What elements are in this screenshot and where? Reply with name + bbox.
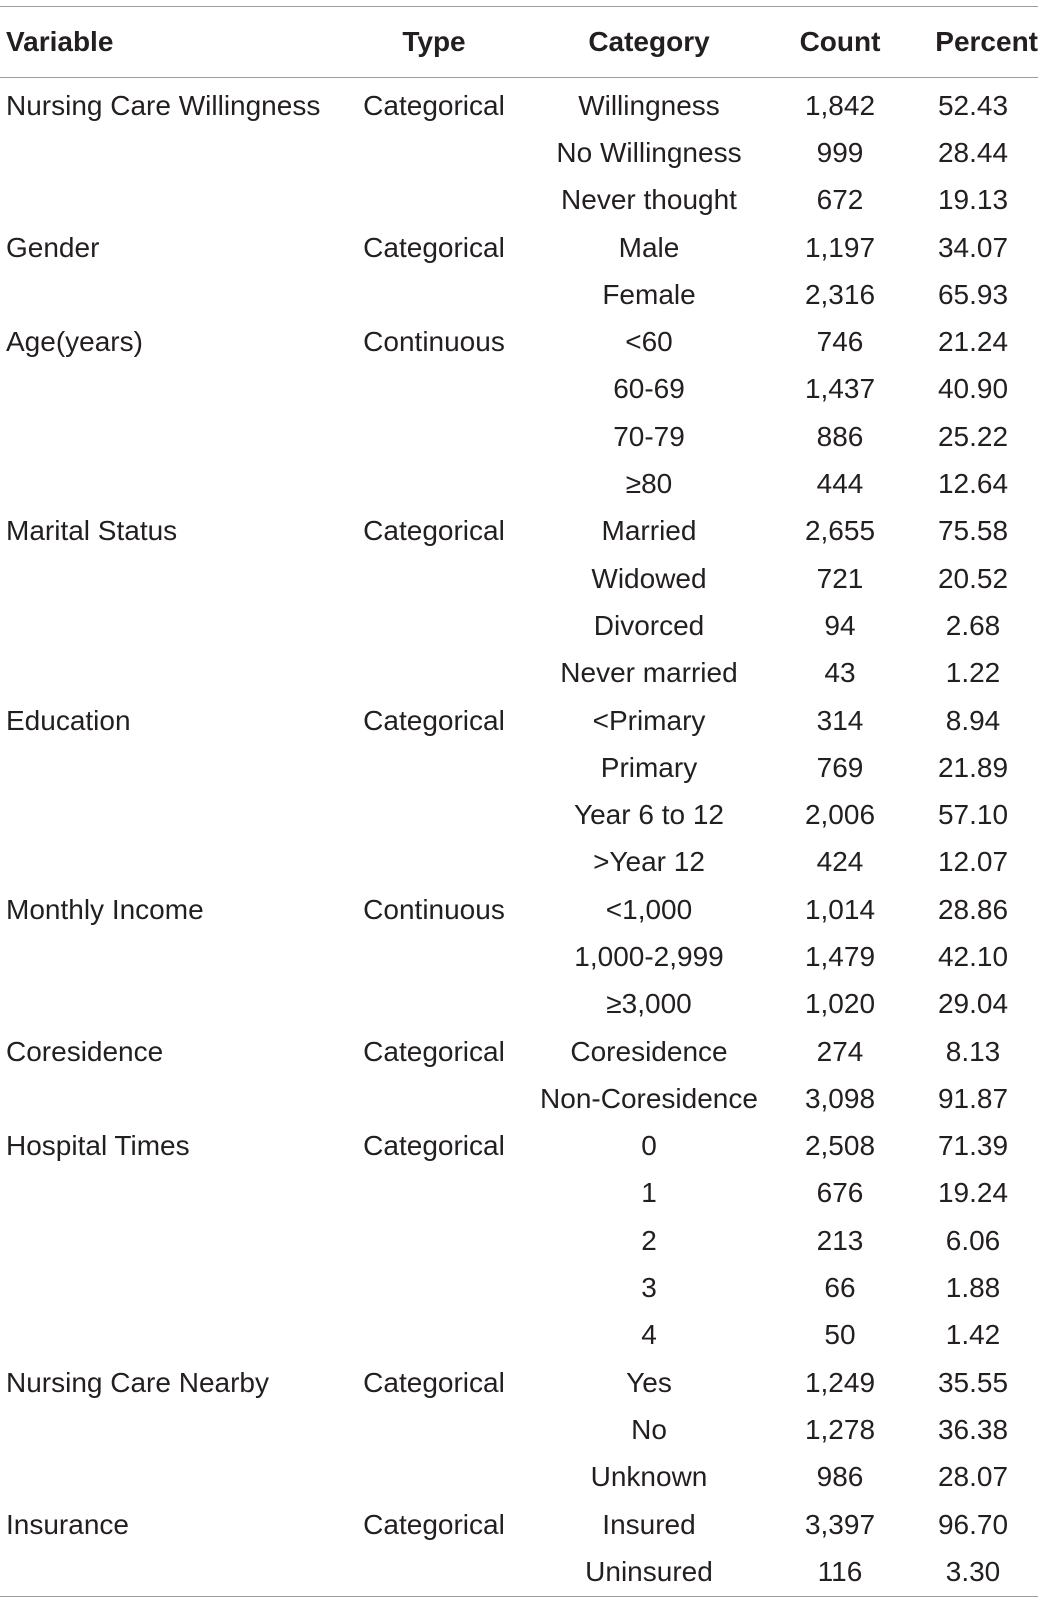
cell-type [350, 1170, 518, 1217]
cell-category: Coresidence [570, 1035, 728, 1067]
cell-count: 2,655 [804, 515, 876, 547]
cell-type [350, 460, 518, 507]
cell-count: 986 [816, 1461, 864, 1493]
cell-type [350, 177, 518, 224]
table-row [0, 271, 1038, 318]
cell-variable [0, 602, 350, 649]
cell-percent: 28.07 [937, 1461, 1009, 1493]
table-row [0, 1548, 1038, 1596]
cell-variable [0, 1454, 350, 1501]
cell-percent: 35.55 [937, 1366, 1009, 1398]
table-row [0, 650, 1038, 697]
table-row [0, 1312, 1038, 1359]
header-percent: Percent [935, 26, 1038, 57]
cell-category: Year 6 to 12 [574, 799, 724, 831]
cell-count: 2,316 [804, 278, 876, 310]
table-row [0, 177, 1038, 224]
cell-category: ≥80 [625, 468, 673, 500]
cell-count: 999 [816, 136, 864, 168]
cell-variable [0, 460, 350, 507]
cell-count: 1,197 [804, 231, 876, 263]
cell-category: 3 [641, 1272, 657, 1304]
cell-count: 314 [816, 704, 864, 736]
cell-percent: 8.94 [945, 704, 1001, 736]
cell-variable [0, 1406, 350, 1453]
cell-type [350, 602, 518, 649]
table-row [0, 791, 1038, 838]
cell-variable [0, 271, 350, 318]
cell-percent: 65.93 [937, 278, 1009, 310]
cell-percent: 12.64 [937, 468, 1009, 500]
table-row [0, 555, 1038, 602]
table-body [0, 78, 1038, 1597]
table-row [0, 413, 1038, 460]
cell-percent: 12.07 [937, 846, 1009, 878]
cell-type: Categorical [363, 89, 505, 121]
cell-variable: Nursing Care Nearby [6, 1366, 269, 1398]
cell-variable [0, 1217, 350, 1264]
table-row [0, 366, 1038, 413]
cell-type: Categorical [363, 1508, 505, 1540]
table-row [0, 1359, 1038, 1406]
cell-type [350, 1075, 518, 1122]
cell-count: 769 [816, 751, 864, 783]
cell-percent: 1.22 [945, 657, 1001, 689]
cell-variable: Insurance [6, 1508, 129, 1540]
cell-type [350, 839, 518, 886]
table-row [0, 744, 1038, 791]
cell-type: Categorical [363, 704, 505, 736]
cell-variable [0, 839, 350, 886]
header-category: Category [588, 26, 710, 57]
cell-count: 1,278 [804, 1413, 876, 1445]
cell-type [350, 744, 518, 791]
cell-category: <Primary [592, 704, 706, 736]
cell-variable [0, 177, 350, 224]
cell-count: 3,098 [804, 1082, 876, 1114]
cell-percent: 21.89 [937, 751, 1009, 783]
cell-category: Primary [600, 751, 698, 783]
cell-percent: 42.10 [937, 940, 1009, 972]
cell-count: 424 [816, 846, 864, 878]
cell-type: Categorical [363, 515, 505, 547]
data-table [0, 6, 1038, 1597]
cell-category: 0 [641, 1130, 657, 1162]
cell-category: <60 [625, 326, 673, 358]
header-count: Count [799, 26, 881, 57]
cell-variable [0, 129, 350, 176]
cell-type [350, 366, 518, 413]
cell-count: 672 [816, 184, 864, 216]
cell-type: Categorical [363, 1035, 505, 1067]
cell-type [350, 1217, 518, 1264]
cell-category: Willingness [578, 89, 720, 121]
cell-category: Never thought [561, 184, 737, 216]
cell-count: 1,479 [804, 940, 876, 972]
cell-type: Categorical [363, 231, 505, 263]
cell-variable [0, 1170, 350, 1217]
header-variable: Variable [6, 26, 114, 57]
cell-percent: 96.70 [937, 1508, 1009, 1540]
cell-percent: 71.39 [937, 1130, 1009, 1162]
cell-variable [0, 933, 350, 980]
cell-category: Female [602, 278, 696, 310]
table-row [0, 508, 1038, 555]
cell-type [350, 555, 518, 602]
table-row [0, 981, 1038, 1028]
cell-category: Married [601, 515, 697, 547]
cell-percent: 36.38 [937, 1413, 1009, 1445]
cell-percent: 57.10 [937, 799, 1009, 831]
cell-type: Continuous [363, 893, 505, 925]
cell-percent: 19.13 [937, 184, 1009, 216]
table-row [0, 886, 1038, 933]
cell-count: 116 [817, 1555, 863, 1587]
cell-percent: 91.87 [937, 1082, 1009, 1114]
header-type: Type [402, 26, 466, 57]
cell-percent: 52.43 [937, 89, 1009, 121]
cell-category: Yes [626, 1366, 672, 1398]
cell-percent: 1.42 [945, 1319, 1001, 1351]
cell-percent: 25.22 [937, 420, 1009, 452]
cell-variable: Coresidence [6, 1035, 164, 1067]
cell-variable [0, 791, 350, 838]
cell-percent: 8.13 [945, 1035, 1001, 1067]
cell-type: Categorical [363, 1130, 505, 1162]
cell-count: 676 [816, 1177, 864, 1209]
table-row [0, 224, 1038, 271]
cell-variable [0, 650, 350, 697]
cell-variable [0, 981, 350, 1028]
cell-type [350, 1312, 518, 1359]
cell-type [350, 791, 518, 838]
cell-category: 2 [641, 1224, 657, 1256]
cell-count: 43 [824, 657, 856, 689]
cell-variable [0, 744, 350, 791]
header-row [0, 7, 1038, 78]
cell-type [350, 271, 518, 318]
table-row [0, 1454, 1038, 1501]
cell-type: Categorical [363, 1366, 505, 1398]
table-row [0, 1501, 1038, 1548]
table-header [0, 7, 1038, 78]
cell-percent: 3.30 [945, 1555, 1001, 1587]
cell-count: 94 [824, 609, 856, 641]
cell-count: 274 [816, 1035, 864, 1067]
cell-type [350, 933, 518, 980]
cell-category: Divorced [593, 609, 705, 641]
table-row [0, 1217, 1038, 1264]
cell-count: 1,437 [804, 373, 876, 405]
table-row [0, 78, 1038, 130]
table-row [0, 129, 1038, 176]
cell-category: 70-79 [613, 420, 685, 452]
cell-percent: 34.07 [937, 231, 1009, 263]
table-row [0, 1406, 1038, 1453]
cell-count: 746 [816, 326, 864, 358]
cell-variable [0, 413, 350, 460]
cell-percent: 75.58 [937, 515, 1009, 547]
cell-category: Unknown [590, 1461, 708, 1493]
cell-category: 4 [641, 1319, 657, 1351]
cell-category: Insured [602, 1508, 696, 1540]
cell-count: 1,249 [804, 1366, 876, 1398]
cell-count: 213 [816, 1224, 864, 1256]
cell-type [350, 981, 518, 1028]
cell-percent: 21.24 [937, 326, 1009, 358]
cell-type [350, 650, 518, 697]
cell-count: 1,842 [804, 89, 876, 121]
table-row [0, 318, 1038, 365]
table-row [0, 1170, 1038, 1217]
cell-variable: Hospital Times [6, 1130, 190, 1162]
cell-variable [0, 1075, 350, 1122]
cell-category: Widowed [591, 562, 707, 594]
cell-type [350, 1264, 518, 1311]
cell-percent: 19.24 [937, 1177, 1009, 1209]
cell-variable [0, 1312, 350, 1359]
cell-type [350, 129, 518, 176]
table-row [0, 1264, 1038, 1311]
cell-count: 1,020 [804, 988, 876, 1020]
cell-category: No [631, 1413, 667, 1445]
cell-count: 2,006 [804, 799, 876, 831]
cell-type [350, 1454, 518, 1501]
cell-type [350, 1406, 518, 1453]
cell-count: 50 [824, 1319, 856, 1351]
table-row [0, 1075, 1038, 1122]
table-row [0, 602, 1038, 649]
cell-percent: 29.04 [937, 988, 1009, 1020]
cell-count: 1,014 [804, 893, 876, 925]
table-row [0, 1028, 1038, 1075]
cell-variable: Gender [6, 231, 100, 263]
cell-variable: Monthly Income [6, 893, 204, 925]
cell-type [350, 413, 518, 460]
cell-percent: 1.88 [945, 1272, 1001, 1304]
cell-count: 886 [816, 420, 864, 452]
cell-percent: 6.06 [945, 1224, 1001, 1256]
table-row [0, 1123, 1038, 1170]
cell-count: 3,397 [804, 1508, 876, 1540]
cell-category: 60-69 [613, 373, 685, 405]
cell-count: 2,508 [804, 1130, 876, 1162]
cell-variable: Nursing Care Willingness [6, 89, 321, 121]
cell-percent: 28.44 [937, 136, 1009, 168]
table-row [0, 839, 1038, 886]
cell-category: Never married [560, 657, 738, 689]
cell-category: Male [618, 231, 680, 263]
cell-type [350, 1548, 518, 1596]
cell-category: Uninsured [585, 1555, 713, 1587]
table-row [0, 697, 1038, 744]
cell-count: 721 [816, 562, 864, 594]
cell-percent: 2.68 [945, 609, 1001, 641]
cell-count: 66 [824, 1272, 856, 1304]
cell-category: <1,000 [605, 893, 693, 925]
cell-percent: 28.86 [937, 893, 1009, 925]
cell-variable: Marital Status [6, 515, 178, 547]
cell-variable: Education [6, 704, 131, 736]
cell-category: 1 [641, 1177, 657, 1209]
table-row [0, 933, 1038, 980]
cell-category: ≥3,000 [606, 988, 692, 1020]
cell-category: No Willingness [556, 136, 742, 168]
cell-variable [0, 366, 350, 413]
cell-percent: 20.52 [937, 562, 1009, 594]
cell-category: Non-Coresidence [540, 1082, 758, 1114]
cell-variable [0, 1548, 350, 1596]
cell-variable [0, 1264, 350, 1311]
cell-variable [0, 555, 350, 602]
cell-variable: Age(years) [6, 326, 143, 358]
cell-type: Continuous [363, 326, 505, 358]
cell-percent: 40.90 [937, 373, 1009, 405]
cell-category: 1,000-2,999 [574, 940, 724, 972]
table-row [0, 460, 1038, 507]
cell-count: 444 [816, 468, 864, 500]
cell-category: >Year 12 [593, 846, 705, 878]
